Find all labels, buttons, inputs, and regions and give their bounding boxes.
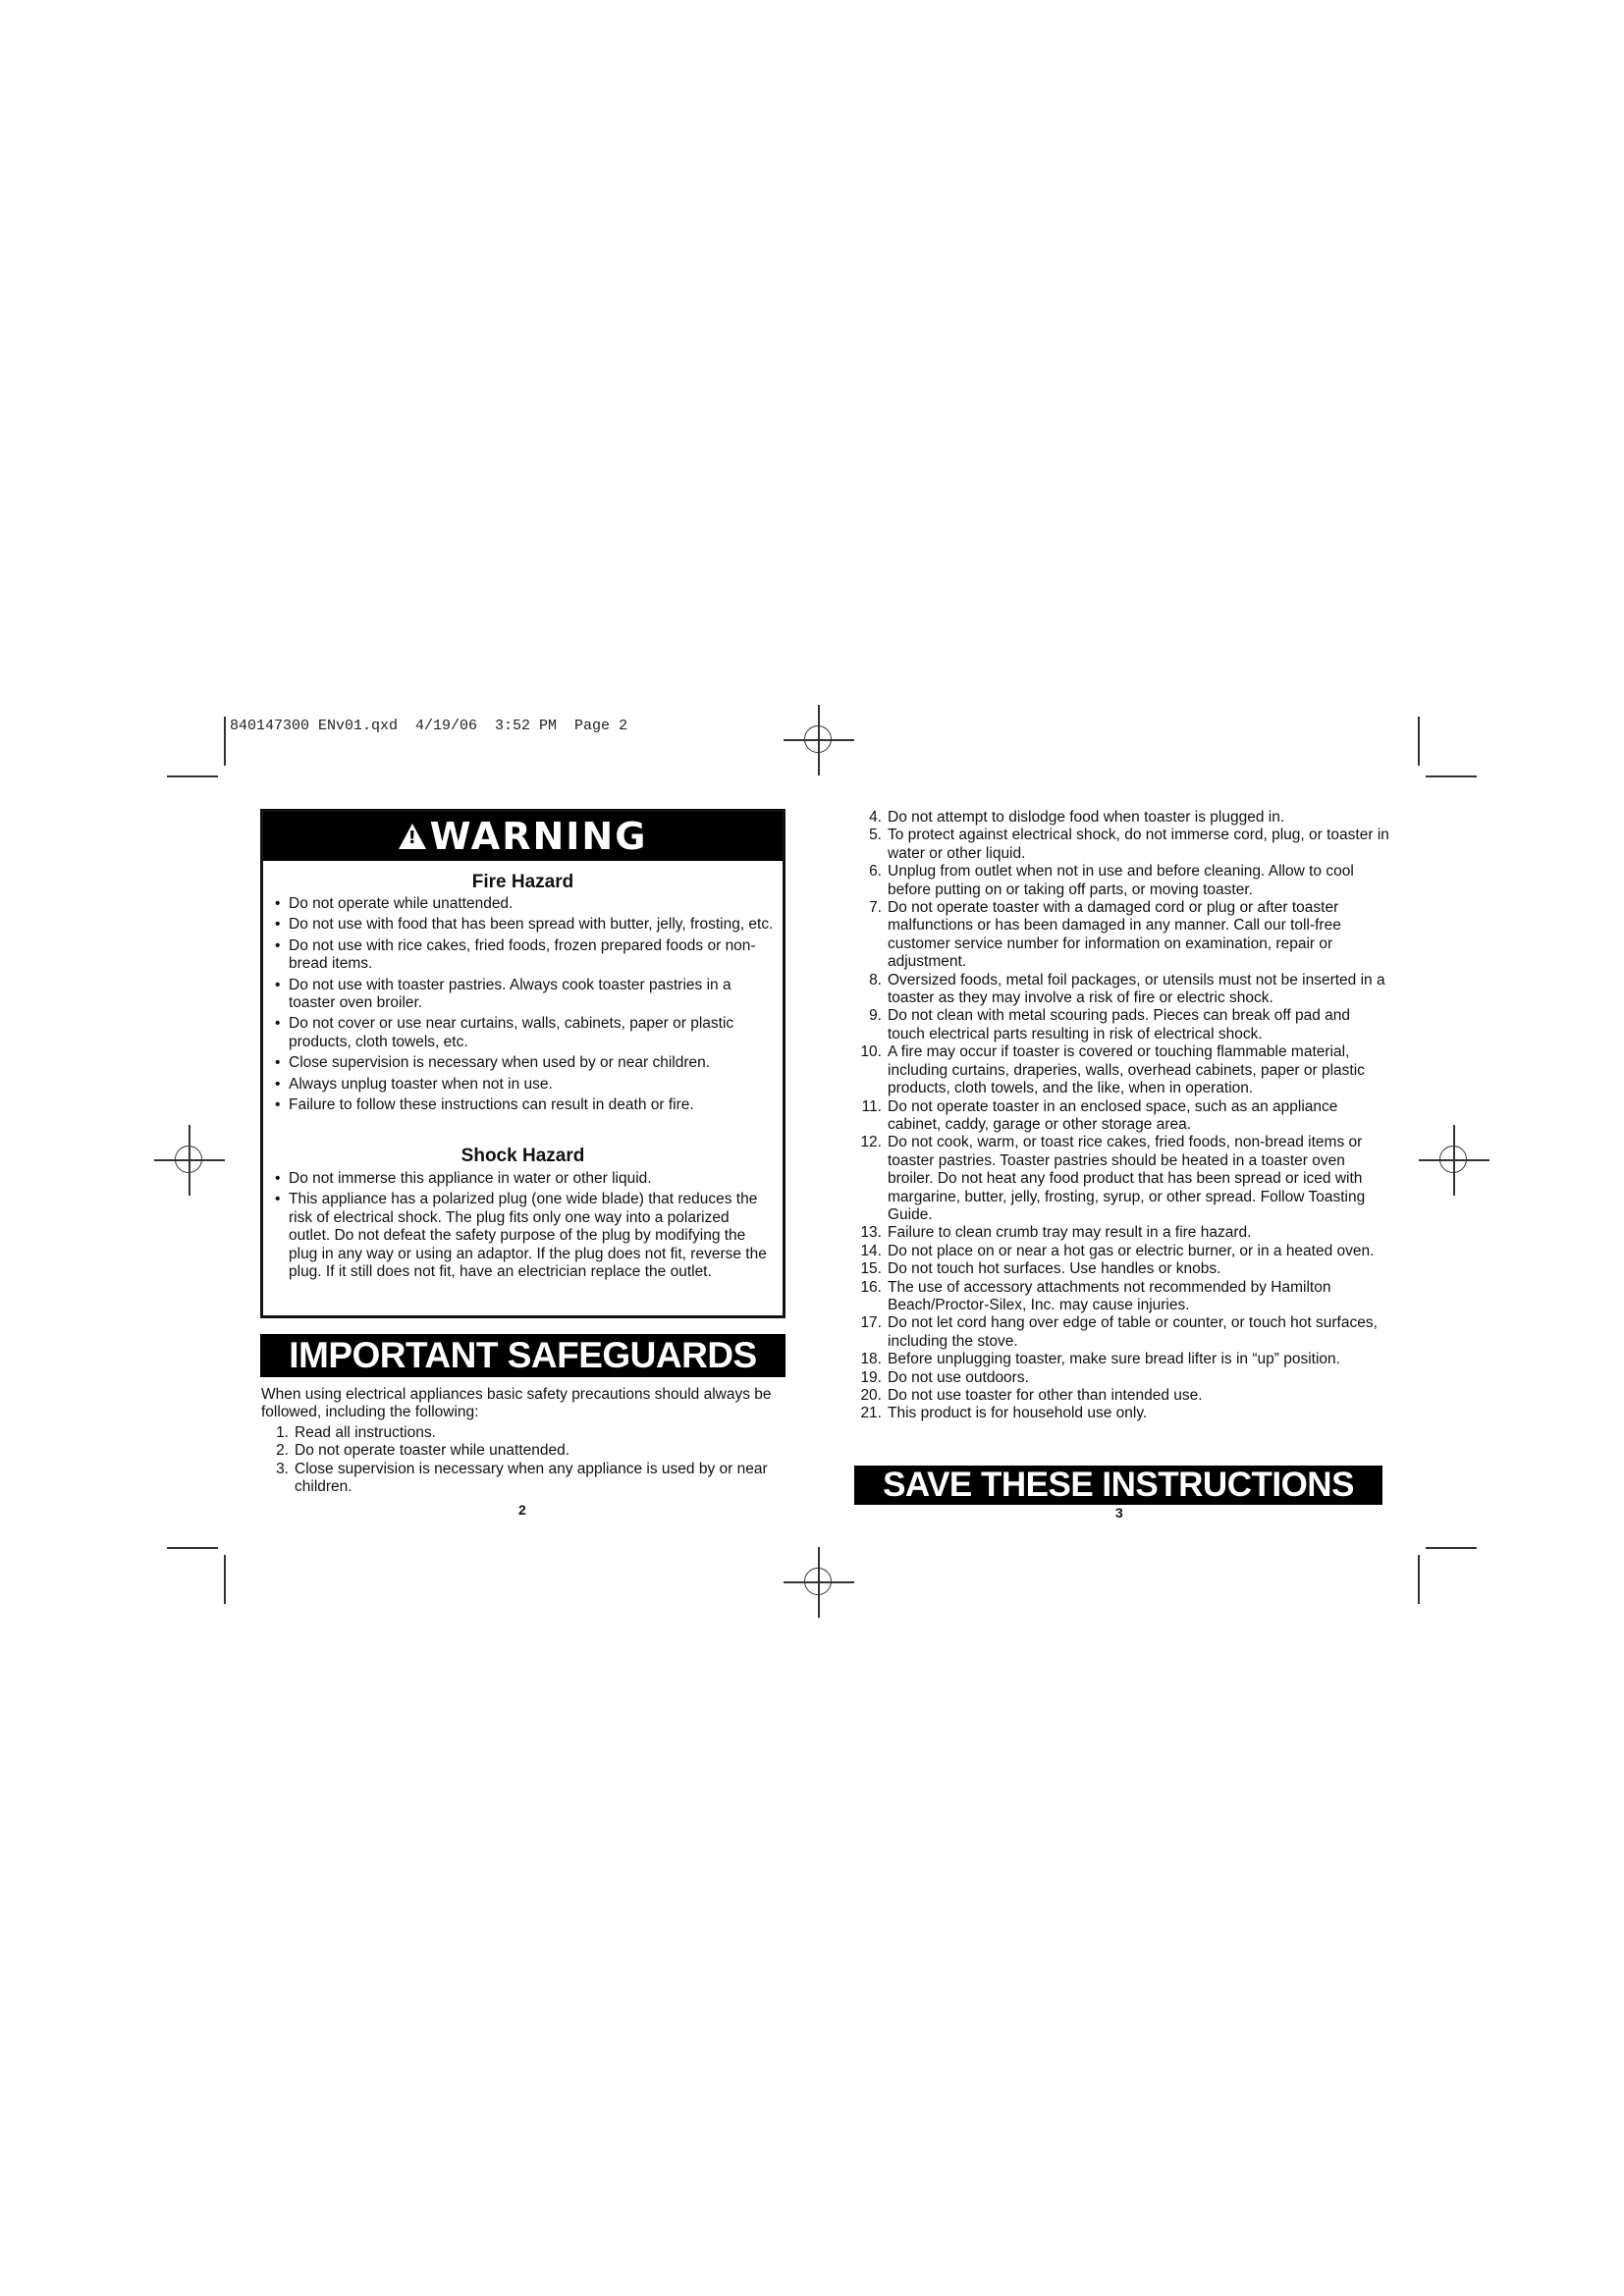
bullet-item <box>273 1191 774 1281</box>
item-number: 13. <box>860 1224 882 1242</box>
item-text: Read all instructions. <box>295 1424 436 1441</box>
bullet-text: Do not use with food that has been spread with butter, jelly, frosting, etc. <box>289 916 774 934</box>
bullet-text: Do not cover or use near curtains, walls, cabinets, paper or plastic products, cloth towels, etc. <box>289 1015 734 1050</box>
item-number: 5. <box>869 827 882 844</box>
bullet-icon: • <box>275 1015 281 1033</box>
crop-mark <box>167 1547 218 1549</box>
registration-mark-icon <box>797 719 840 762</box>
crop-mark <box>1418 1555 1420 1604</box>
item-text: Do not touch hot surfaces. Use handles or knobs. <box>888 1260 1221 1278</box>
item-number: 10. <box>860 1043 882 1061</box>
numbered-item <box>854 1279 1389 1315</box>
bullet-item <box>273 895 774 913</box>
item-text: Do not operate toaster in an enclosed space, such as an appliance cabinet, caddy, garage or other storage area. <box>888 1097 1338 1133</box>
item-number: 9. <box>869 1007 882 1025</box>
item-text: Do not use toaster for other than intended use. <box>888 1387 1203 1404</box>
item-text: Do not place on or near a hot gas or electric burner, or in a heated oven. <box>888 1242 1375 1259</box>
numbered-item <box>854 1098 1389 1135</box>
numbered-item <box>854 972 1389 1008</box>
save-instructions-banner: SAVE THESE INSTRUCTIONS <box>854 1466 1382 1505</box>
numbered-item <box>854 1405 1389 1422</box>
bullet-item <box>273 1054 774 1072</box>
numbered-item <box>854 1243 1389 1260</box>
bullet-icon: • <box>275 1075 281 1093</box>
bullet-icon: • <box>275 936 281 954</box>
item-text: Do not operate toaster while unattended. <box>295 1442 570 1460</box>
numbered-item <box>854 1007 1389 1043</box>
item-text: Do not clean with metal scouring pads. Pieces can break off pad and touch electrical parts resulting in risk of electrical shock. <box>888 1007 1351 1042</box>
warning-heading: WARNING <box>429 815 648 858</box>
item-text: Do not let cord hang over edge of table or counter, or touch hot surfaces, including the stove. <box>888 1314 1378 1350</box>
fire-hazard-title: Fire Hazard <box>471 872 574 892</box>
bullet-text: Close supervision is necessary when used by or near children. <box>289 1054 711 1072</box>
item-text: Do not cook, warm, or toast rice cakes, fried foods, non-bread items or toaster pastries. Toaster pastries should be heated in a toaster oven broiler. Do not heat any food product that has been spread or iced with margarine, butter, jelly, frosting, syrup, or other spread. Follow Toasting Guide. <box>888 1134 1366 1223</box>
bullet-item <box>273 1096 774 1114</box>
item-text: Failure to clean crumb tray may result in a fire hazard. <box>888 1224 1252 1242</box>
bullet-item <box>273 1076 774 1094</box>
page-number-right: 3 <box>1115 1505 1123 1521</box>
item-text: Close supervision is necessary when any appliance is used by or near children. <box>295 1460 768 1496</box>
bullet-text: Do not immerse this appliance in water or other liquid. <box>289 1170 652 1187</box>
item-number: 16. <box>860 1278 882 1296</box>
shock-hazard-list <box>273 1170 774 1284</box>
bullet-icon: • <box>275 895 281 912</box>
safeguards-intro: When using electrical appliances basic safety precautions should always be followed, including the following: <box>261 1386 772 1421</box>
item-number: 4. <box>869 809 882 826</box>
numbered-item <box>854 1224 1389 1242</box>
bullet-icon: • <box>275 1054 281 1072</box>
crop-mark <box>167 775 218 777</box>
item-text: Unplug from outlet when not in use and before cleaning. Allow to cool before putting on or taking off parts, or moving toaster. <box>888 863 1354 898</box>
bullet-item <box>273 937 774 974</box>
page-number-left: 2 <box>518 1502 526 1518</box>
item-number: 21. <box>860 1405 882 1422</box>
bullet-icon: • <box>275 1170 281 1187</box>
item-number: 12. <box>860 1134 882 1151</box>
item-number: 3. <box>276 1460 289 1477</box>
bullet-text: Always unplug toaster when not in use. <box>289 1075 553 1093</box>
numbered-item <box>854 1314 1389 1351</box>
bullet-text: Failure to follow these instructions can result in death or fire. <box>289 1096 694 1114</box>
numbered-item <box>854 827 1389 863</box>
item-text: This product is for household use only. <box>888 1405 1148 1422</box>
item-text: A fire may occur if toaster is covered or touching flammable material, including curtains, draperies, walls, overhead cabinets, paper or plastic products, cloth towels, and the like, when in operation. <box>888 1043 1365 1097</box>
item-number: 1. <box>276 1424 289 1441</box>
bullet-item <box>273 916 774 934</box>
numbered-item <box>854 1351 1389 1368</box>
item-text: To protect against electrical shock, do not immerse cord, plug, or toaster in water or other liquid. <box>888 827 1389 862</box>
shock-hazard-title: Shock Hazard <box>460 1146 585 1166</box>
item-number: 11. <box>861 1097 882 1115</box>
bullet-icon: • <box>275 1096 281 1114</box>
numbered-item <box>854 1043 1389 1097</box>
bullet-item <box>273 1170 774 1188</box>
item-text: Do not attempt to dislodge food when toaster is plugged in. <box>888 809 1285 826</box>
item-number: 6. <box>869 863 882 881</box>
warning-triangle-icon: ! <box>399 824 426 849</box>
registration-mark-icon <box>797 1561 840 1604</box>
numbered-item <box>854 1260 1389 1278</box>
numbered-item <box>854 863 1389 899</box>
numbered-item <box>261 1461 782 1497</box>
item-number: 14. <box>860 1242 882 1259</box>
item-text: Do not operate toaster with a damaged cord or plug or after toaster malfunctions or has been damaged in any manner. Call our toll-free customer service number for information on examination, repair or adjustment. <box>888 899 1341 971</box>
numbered-item <box>854 1369 1389 1387</box>
registration-mark-icon <box>168 1139 211 1182</box>
numbered-item <box>854 1134 1389 1224</box>
crop-mark <box>1426 775 1477 777</box>
bullet-text: Do not use with rice cakes, fried foods, frozen prepared foods or non-bread items. <box>289 936 756 973</box>
item-number: 19. <box>860 1368 882 1386</box>
item-text: Before unplugging toaster, make sure bread lifter is in “up” position. <box>888 1351 1340 1368</box>
warning-box <box>260 809 785 1318</box>
bullet-text: Do not operate while unattended. <box>289 895 514 912</box>
bullet-text: Do not use with toaster pastries. Always cook toaster pastries in a toaster oven broiler. <box>289 976 731 1012</box>
bullet-text: This appliance has a polarized plug (one wide blade) that reduces the risk of electrical shock. The plug fits only one way into a polarized outlet. Do not defeat the safety purpose of the plug by modifying the plug in any way or using an adaptor. If the plug does not fit, reverse the plug. If it still does not fit, have an electrician replace the outlet. <box>289 1191 767 1281</box>
bullet-item <box>273 977 774 1013</box>
item-number: 2. <box>276 1442 289 1460</box>
item-number: 18. <box>860 1351 882 1368</box>
crop-mark <box>1426 1547 1477 1549</box>
bullet-icon: • <box>275 976 281 993</box>
registration-mark-icon <box>1433 1139 1476 1182</box>
numbered-item <box>261 1424 782 1442</box>
important-safeguards-banner: IMPORTANT SAFEGUARDS <box>260 1334 785 1377</box>
crop-mark <box>224 717 226 766</box>
item-number: 8. <box>869 971 882 988</box>
item-text: The use of accessory attachments not recommended by Hamilton Beach/Proctor-Silex, Inc. may cause injuries. <box>888 1278 1331 1313</box>
item-text: Oversized foods, metal foil packages, or utensils must not be inserted in a toaster as they may involve a risk of fire or electric shock. <box>888 971 1385 1007</box>
numbered-item <box>854 1387 1389 1405</box>
warning-banner <box>263 812 783 861</box>
crop-mark <box>1418 717 1420 766</box>
item-number: 15. <box>860 1260 882 1278</box>
file-slug: 840147300 ENv01.qxd 4/19/06 3:52 PM Page 2 <box>230 718 628 734</box>
safeguards-list-right <box>854 809 1389 1423</box>
safeguards-list-left <box>261 1424 782 1497</box>
item-text: Do not use outdoors. <box>888 1368 1029 1386</box>
numbered-item <box>854 899 1389 972</box>
crop-mark <box>224 1555 226 1604</box>
item-number: 20. <box>860 1387 882 1404</box>
bullet-item <box>273 1015 774 1051</box>
item-number: 17. <box>860 1314 882 1332</box>
fire-hazard-list <box>273 895 774 1117</box>
bullet-icon: • <box>275 916 281 934</box>
numbered-item <box>854 809 1389 827</box>
numbered-item <box>261 1442 782 1460</box>
item-number: 7. <box>869 899 882 917</box>
bullet-icon: • <box>275 1191 281 1208</box>
